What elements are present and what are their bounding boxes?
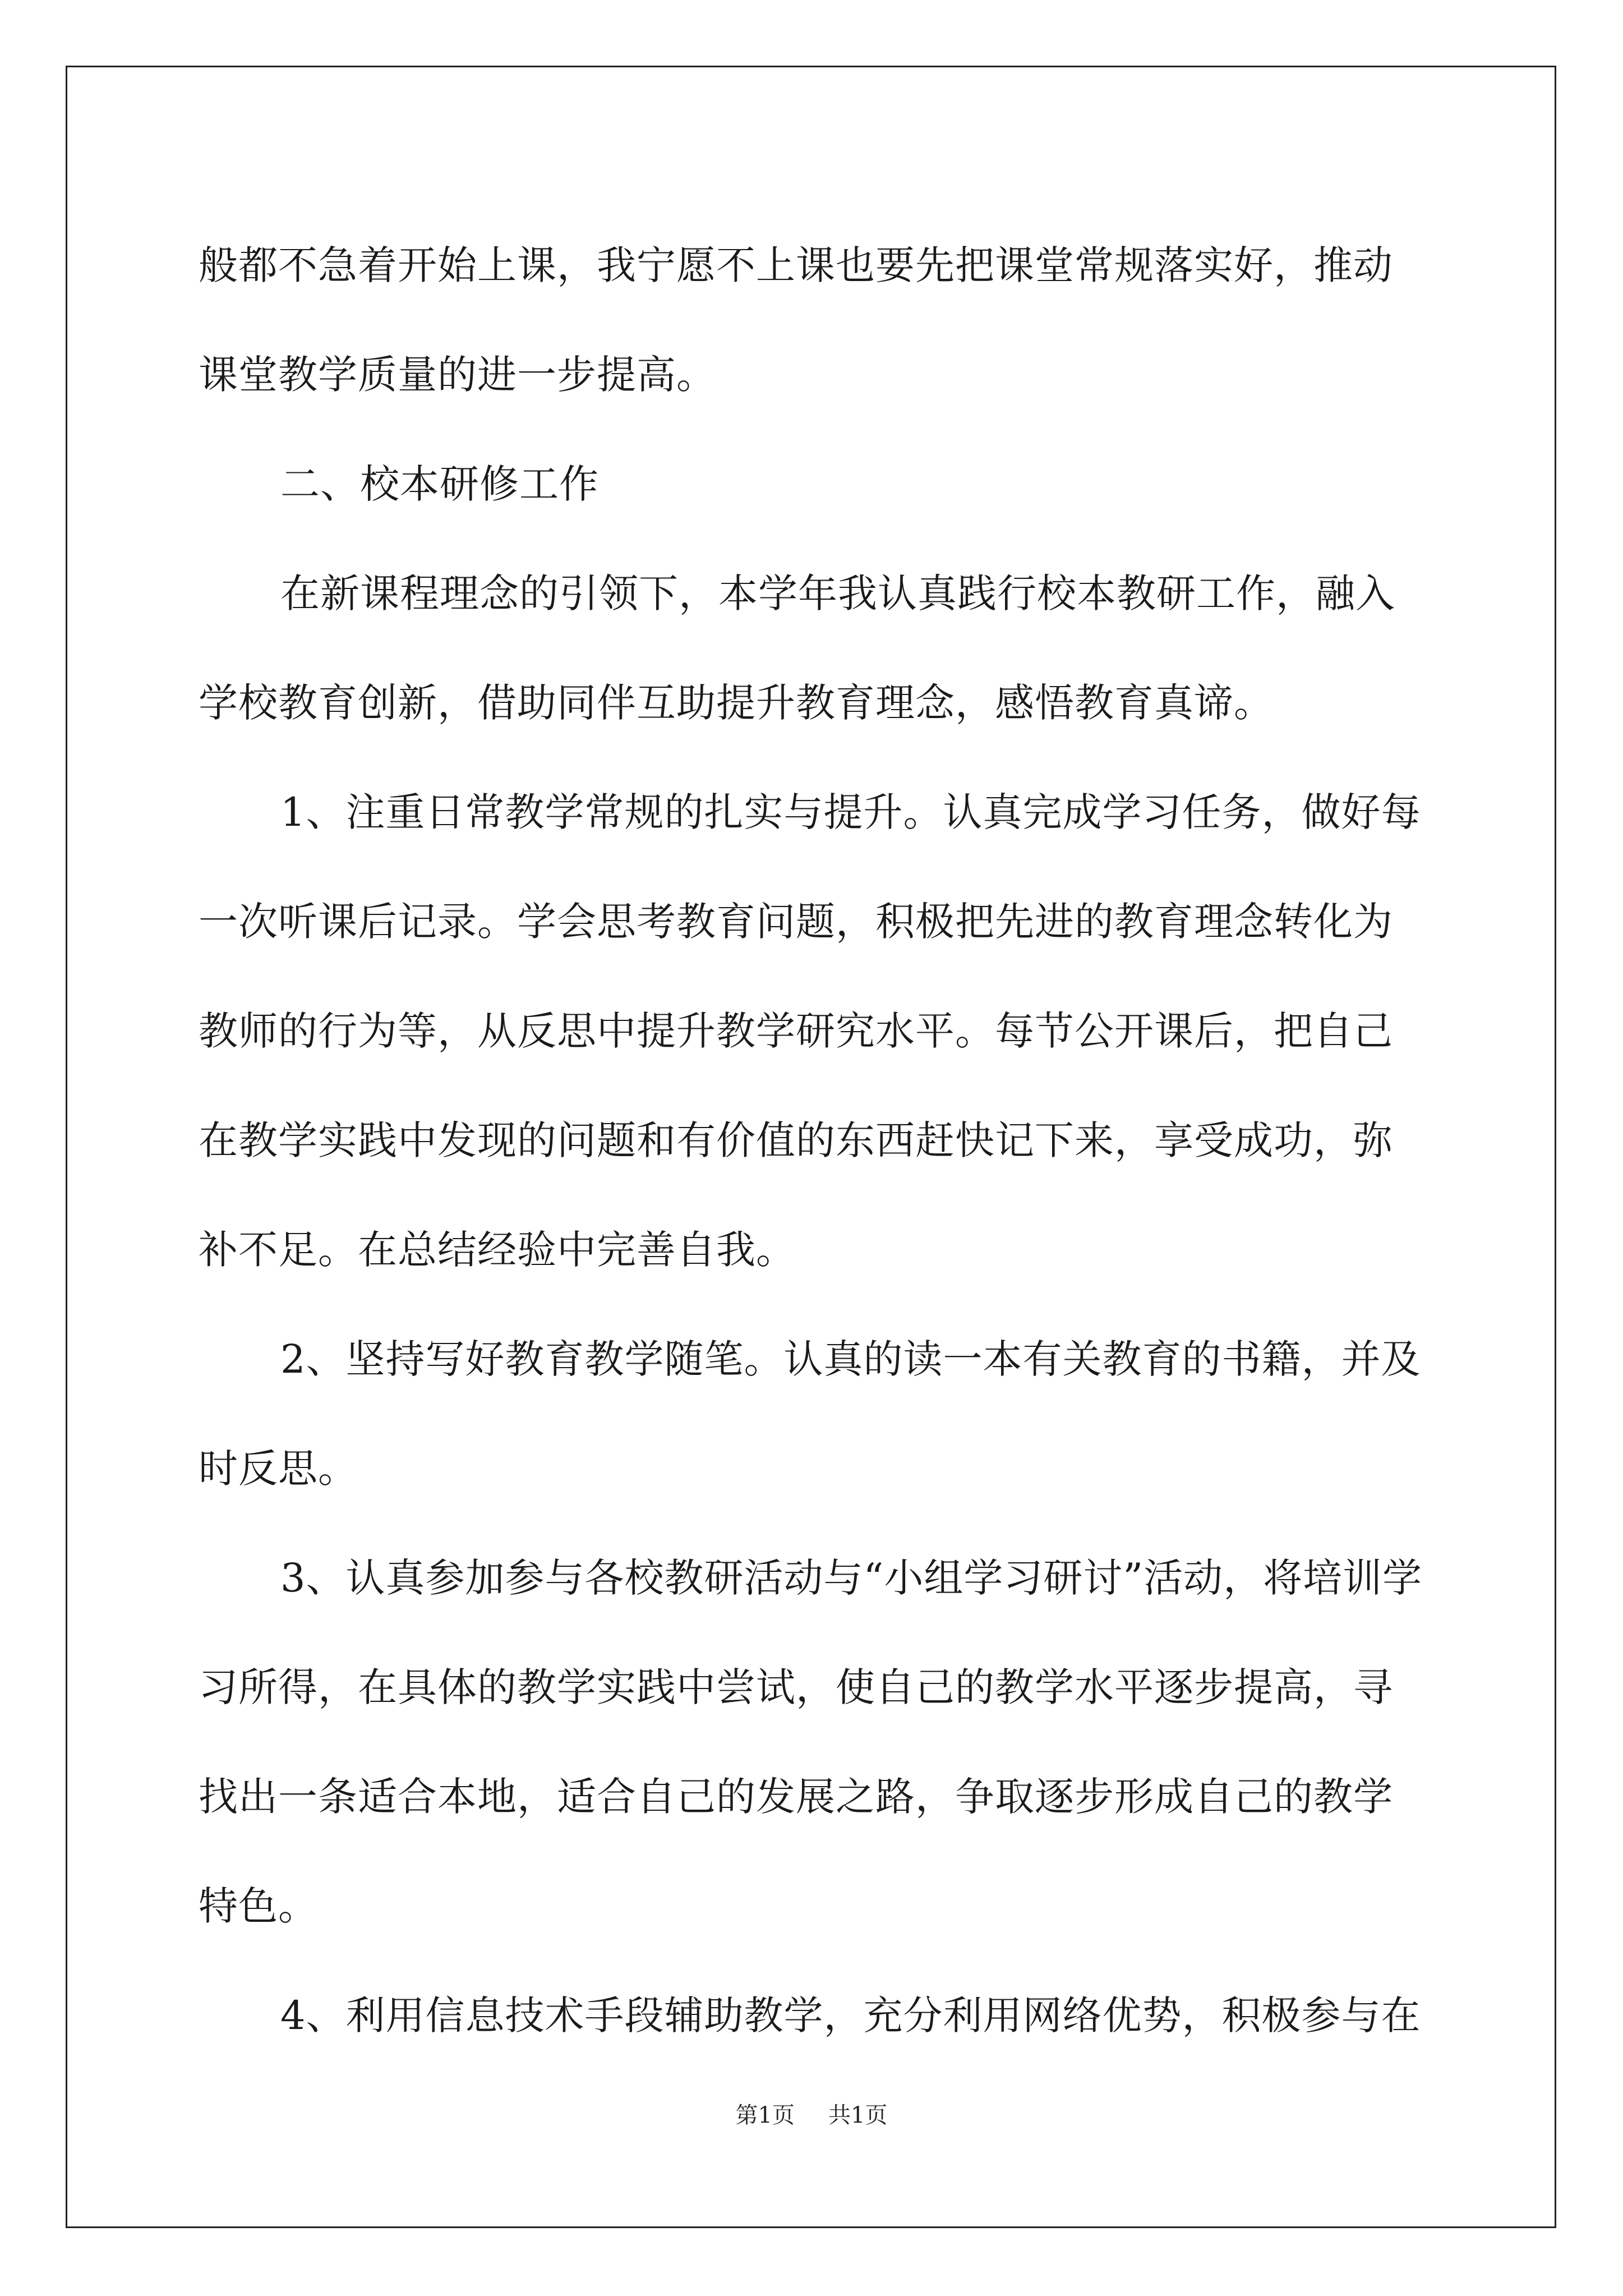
paragraph-item-1: 1、注重日常教学常规的扎实与提升。认真完成学习任务，做好每一次听课后记录。学会思考教育问题，积极把先进的教育理念转化为教师的行为等，从反思中提升教学研究水平。每节公开课后，把自己在教学实践中发现的问题和有价值的东西赶快记下来，享受成功，弥补不足。在总结经验中完善自我。 bbox=[199, 789, 1421, 1273]
paragraph-continuation: 般都不急着开始上课，我宁愿不上课也要先把课堂常规落实好，推动课堂教学质量的进一步提高。 bbox=[199, 242, 1393, 398]
paragraph-intro: 在新课程理念的引领下，本学年我认真践行校本教研工作，融入学校教育创新，借助同伴互助提升教育理念，感悟教育真谛。 bbox=[199, 570, 1395, 726]
document-body bbox=[199, 211, 1424, 2070]
page-number-current: 第1页 bbox=[735, 2102, 795, 2128]
paragraph-item-3: 3、认真参加参与各校教研活动与“小组学习研讨”活动，将培训学习所得，在具体的教学实践中尝试，使自己的教学水平逐步提高，寻找出一条适合本地，适合自己的发展之路，争取逐步形成自己的教学特色。 bbox=[199, 1555, 1423, 1929]
paragraph-item-2: 2、坚持写好教育教学随笔。认真的读一本有关教育的书籍，并及时反思。 bbox=[199, 1336, 1421, 1492]
section-heading: 二、校本研修工作 bbox=[280, 461, 599, 507]
paragraph-item-4: 4、利用信息技术手段辅助教学，充分利用网络优势，积极参与在 bbox=[280, 1993, 1421, 2039]
page-footer bbox=[0, 2101, 1623, 2129]
page-number-total: 共1页 bbox=[828, 2102, 888, 2128]
